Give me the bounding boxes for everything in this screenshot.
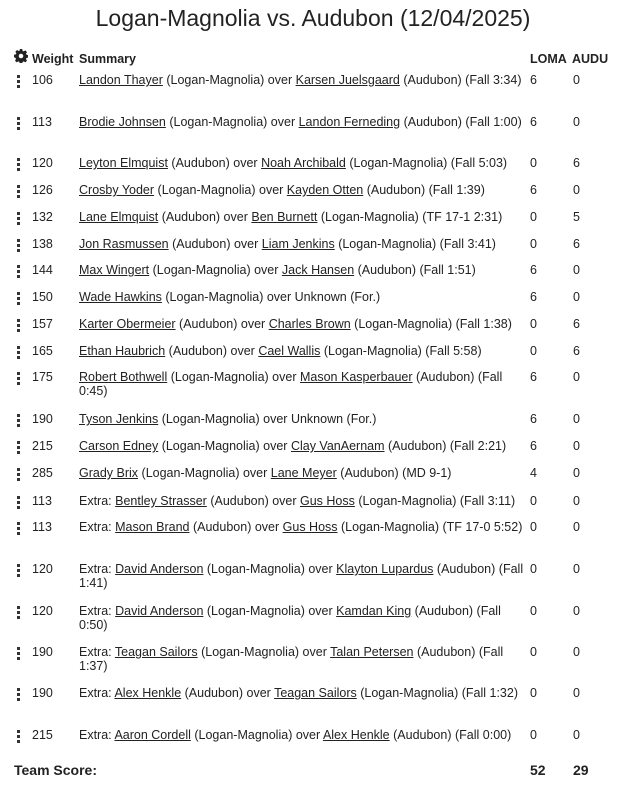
- winner-link[interactable]: Wade Hawkins: [79, 290, 162, 304]
- weight-class: 138: [32, 237, 53, 251]
- match-result: For.: [350, 412, 373, 426]
- column-team-b: AUDU: [572, 52, 609, 66]
- winner-team: Logan-Magnolia: [145, 466, 236, 480]
- winner-link[interactable]: Ethan Haubrich: [79, 344, 166, 358]
- table-row: [0, 72, 626, 114]
- loser-team: Logan-Magnolia: [342, 237, 433, 251]
- weight-class: 120: [32, 604, 53, 618]
- match-result: Fall 5:03: [454, 156, 503, 170]
- match-summary: Crosby Yoder (Logan-Magnolia) over Kayden Otten (Audubon) (Fall 1:39): [79, 183, 485, 197]
- kebab-menu-icon[interactable]: [16, 265, 22, 278]
- kebab-menu-icon[interactable]: [16, 522, 22, 535]
- points-audu: 0: [573, 183, 580, 197]
- winner-link[interactable]: David Anderson: [115, 562, 204, 576]
- winner-link[interactable]: Bentley Strasser: [115, 494, 207, 508]
- kebab-menu-icon[interactable]: [16, 606, 22, 619]
- kebab-menu-icon[interactable]: [16, 346, 22, 359]
- winner-link[interactable]: Lane Elmquist: [79, 210, 159, 224]
- weight-class: 144: [32, 263, 53, 277]
- winner-link[interactable]: Crosby Yoder: [79, 183, 155, 197]
- loser-link[interactable]: Kayden Otten: [286, 183, 364, 197]
- kebab-menu-icon[interactable]: [16, 647, 22, 660]
- match-result: Fall 3:41: [443, 237, 492, 251]
- loser-team: Audubon: [397, 728, 448, 742]
- winner-team: Audubon: [175, 156, 226, 170]
- kebab-menu-icon[interactable]: [16, 117, 22, 130]
- match-result: Fall 5:58: [429, 344, 478, 358]
- points-loma: 4: [530, 466, 537, 480]
- loser-link[interactable]: Karsen Juelsgaard: [295, 73, 400, 87]
- points-audu: 0: [573, 604, 580, 618]
- table-row: [0, 289, 626, 316]
- match-result: Fall 3:11: [464, 494, 512, 508]
- match-summary: Leyton Elmquist (Audubon) over Noah Archibald (Logan-Magnolia) (Fall 5:03): [79, 156, 508, 170]
- points-audu: 0: [573, 562, 580, 576]
- winner-link[interactable]: Jon Rasmussen: [79, 237, 169, 251]
- table-row: [0, 209, 626, 236]
- team-score-audu: 29: [573, 762, 589, 778]
- extra-prefix: Extra:: [79, 520, 112, 534]
- winner-team: Logan-Magnolia: [156, 263, 247, 277]
- kebab-menu-icon[interactable]: [16, 441, 22, 454]
- kebab-menu-icon[interactable]: [16, 319, 22, 332]
- points-audu: 0: [573, 728, 580, 742]
- match-summary: Jon Rasmussen (Audubon) over Liam Jenkins (Logan-Magnolia) (Fall 3:41): [79, 237, 496, 251]
- loser-link[interactable]: Alex Henkle: [322, 728, 390, 742]
- loser-team: Audubon: [441, 562, 492, 576]
- table-row: [0, 519, 626, 561]
- winner-link[interactable]: Grady Brix: [79, 466, 139, 480]
- kebab-menu-icon[interactable]: [16, 688, 22, 701]
- points-loma: 6: [530, 412, 537, 426]
- points-loma: 6: [530, 183, 537, 197]
- loser-link[interactable]: Kamdan King: [336, 604, 412, 618]
- extra-prefix: Extra:: [79, 645, 112, 659]
- kebab-menu-icon[interactable]: [16, 292, 22, 305]
- extra-prefix: Extra:: [79, 562, 112, 576]
- winner-link[interactable]: Karter Obermeier: [79, 317, 176, 331]
- winner-team: Logan-Magnolia: [161, 183, 252, 197]
- kebab-menu-icon[interactable]: [16, 75, 22, 88]
- winner-team: Logan-Magnolia: [211, 604, 301, 618]
- team-score-label: Team Score:: [14, 762, 97, 778]
- weight-class: 150: [32, 290, 53, 304]
- match-summary: Carson Edney (Logan-Magnolia) over Clay VanAernam (Audubon) (Fall 2:21): [79, 439, 507, 453]
- points-loma: 0: [530, 686, 537, 700]
- points-audu: 0: [573, 370, 580, 384]
- weight-class: 106: [32, 73, 53, 87]
- loser-team: Logan-Magnolia: [328, 344, 418, 358]
- winner-team: Logan-Magnolia: [169, 290, 260, 304]
- kebab-menu-icon[interactable]: [16, 468, 22, 481]
- loser-link[interactable]: Lane Meyer: [270, 466, 337, 480]
- winner-team: Audubon: [197, 520, 248, 534]
- points-loma: 0: [530, 494, 537, 508]
- winner-team: Audubon: [172, 344, 223, 358]
- weight-class: 113: [32, 115, 52, 129]
- points-audu: 0: [573, 466, 580, 480]
- points-loma: 6: [530, 439, 537, 453]
- winner-link[interactable]: Brodie Johnsen: [79, 115, 166, 129]
- weight-class: 190: [32, 686, 53, 700]
- winner-team: Audubon: [165, 210, 216, 224]
- winner-team: Logan-Magnolia: [198, 728, 289, 742]
- kebab-menu-icon[interactable]: [16, 158, 22, 171]
- points-audu: 6: [573, 317, 580, 331]
- winner-team: Logan-Magnolia: [170, 73, 261, 87]
- kebab-menu-icon[interactable]: [16, 372, 22, 385]
- loser-team: Audubon: [344, 466, 395, 480]
- weight-class: 126: [32, 183, 53, 197]
- weight-class: 113: [32, 494, 52, 508]
- match-summary: Ethan Haubrich (Audubon) over Cael Wallis (Logan-Magnolia) (Fall 5:58): [79, 344, 482, 358]
- winner-team: Logan-Magnolia: [165, 439, 256, 453]
- winner-link[interactable]: Leyton Elmquist: [79, 156, 168, 170]
- table-row: [0, 727, 626, 758]
- table-row: [0, 493, 626, 519]
- points-audu: 0: [573, 73, 580, 87]
- loser-team: Logan-Magnolia: [362, 494, 453, 508]
- winner-link[interactable]: Max Wingert: [79, 263, 150, 277]
- table-row: [0, 316, 626, 343]
- points-loma: 0: [530, 520, 537, 534]
- winner-link[interactable]: Robert Bothwell: [79, 370, 168, 384]
- loser-link[interactable]: Gus Hoss: [282, 520, 338, 534]
- winner-link[interactable]: Aaron Cordell: [114, 728, 191, 742]
- table-row: [0, 236, 626, 262]
- loser-link[interactable]: Ben Burnett: [251, 210, 318, 224]
- points-loma: 0: [530, 728, 537, 742]
- column-summary: Summary: [79, 52, 136, 66]
- winner-team: Logan-Magnolia: [205, 645, 295, 659]
- match-result: MD 9-1: [406, 466, 448, 480]
- points-audu: 0: [573, 494, 580, 508]
- winner-link[interactable]: Mason Brand: [115, 520, 190, 534]
- table-row: [0, 411, 626, 438]
- winner-team: Logan-Magnolia: [165, 412, 256, 426]
- extra-prefix: Extra:: [79, 604, 112, 618]
- match-summary: Lane Elmquist (Audubon) over Ben Burnett (Logan-Magnolia) (TF 17-1 2:31): [79, 210, 503, 224]
- table-row: [0, 685, 626, 727]
- winner-link[interactable]: Alex Henkle: [114, 686, 182, 700]
- extra-prefix: Extra:: [79, 728, 112, 742]
- points-loma: 0: [530, 604, 537, 618]
- weight-class: 120: [32, 156, 53, 170]
- table-row: [0, 182, 626, 209]
- match-summary: Brodie Johnsen (Logan-Magnolia) over Landon Ferneding (Audubon) (Fall 1:00): [79, 115, 522, 129]
- points-audu: 0: [573, 645, 580, 659]
- match-summary: Extra: Teagan Sailors (Logan-Magnolia) over Talan Petersen (Audubon) (Fall 1:37): [79, 645, 504, 673]
- points-loma: 0: [530, 156, 537, 170]
- loser-link[interactable]: Mason Kasperbauer: [299, 370, 413, 384]
- table-row: [0, 438, 626, 465]
- match-result: Fall 1:51: [423, 263, 472, 277]
- table-row: [0, 155, 626, 182]
- match-summary: Extra: Mason Brand (Audubon) over Gus Hoss (Logan-Magnolia) (TF 17-0 5:52): [79, 520, 523, 534]
- points-loma: 0: [530, 344, 537, 358]
- weight-class: 215: [32, 439, 53, 453]
- match-summary: Robert Bothwell (Logan-Magnolia) over Mason Kasperbauer (Audubon) (Fall 0:45): [79, 370, 503, 398]
- column-team-a: LOMA: [530, 52, 567, 66]
- weight-class: 132: [32, 210, 53, 224]
- table-row: [0, 465, 626, 493]
- match-summary: Extra: David Anderson (Logan-Magnolia) over Klayton Lupardus (Audubon) (Fall 1:41): [79, 562, 524, 590]
- match-result: Fall 1:37: [79, 645, 504, 673]
- match-summary: Tyson Jenkins (Logan-Magnolia) over Unknown (For.): [79, 412, 377, 426]
- weight-class: 165: [32, 344, 53, 358]
- winner-link[interactable]: Tyson Jenkins: [79, 412, 159, 426]
- loser-team: Logan-Magnolia: [325, 210, 415, 224]
- table-row: [0, 603, 626, 644]
- match-result: Fall 0:00: [459, 728, 508, 742]
- match-summary: Extra: Alex Henkle (Audubon) over Teagan Sailors (Logan-Magnolia) (Fall 1:32): [79, 686, 518, 700]
- weight-class: 113: [32, 520, 52, 534]
- points-loma: 0: [530, 210, 537, 224]
- winner-link[interactable]: Teagan Sailors: [114, 645, 198, 659]
- match-result: Fall 1:32: [465, 686, 514, 700]
- weight-class: 157: [32, 317, 53, 331]
- loser-team: Audubon: [370, 183, 421, 197]
- match-summary: Karter Obermeier (Audubon) over Charles Brown (Logan-Magnolia) (Fall 1:38): [79, 317, 512, 331]
- gear-icon[interactable]: [14, 49, 28, 63]
- loser-team: Audubon: [421, 645, 472, 659]
- loser-team: Audubon: [407, 115, 458, 129]
- weight-class: 285: [32, 466, 53, 480]
- points-loma: 6: [530, 115, 537, 129]
- match-result: Fall 0:45: [79, 370, 503, 398]
- points-loma: 6: [530, 370, 537, 384]
- winner-link[interactable]: Landon Thayer: [79, 73, 163, 87]
- points-audu: 0: [573, 290, 580, 304]
- table-row: [0, 262, 626, 289]
- winner-team: Audubon: [176, 237, 227, 251]
- loser-team: Audubon: [420, 370, 471, 384]
- points-audu: 5: [573, 210, 580, 224]
- match-result: Fall 1:41: [79, 562, 524, 590]
- winner-team: Logan-Magnolia: [174, 370, 265, 384]
- points-loma: 0: [530, 237, 537, 251]
- loser-unknown: Unknown: [294, 290, 347, 304]
- match-summary: Max Wingert (Logan-Magnolia) over Jack Hansen (Audubon) (Fall 1:51): [79, 263, 476, 277]
- loser-link[interactable]: Talan Petersen: [330, 645, 414, 659]
- loser-unknown: Unknown: [290, 412, 344, 426]
- table-row: [0, 644, 626, 685]
- table-row: [0, 114, 626, 155]
- weight-class: 215: [32, 728, 53, 742]
- match-summary: Extra: Aaron Cordell (Logan-Magnolia) over Alex Henkle (Audubon) (Fall 0:00): [79, 728, 512, 742]
- match-summary: Wade Hawkins (Logan-Magnolia) over Unknown (For.): [79, 290, 381, 304]
- points-audu: 0: [573, 412, 580, 426]
- points-loma: 6: [530, 290, 537, 304]
- weight-class: 120: [32, 562, 53, 576]
- points-audu: 6: [573, 156, 580, 170]
- loser-link[interactable]: Cael Wallis: [258, 344, 321, 358]
- kebab-menu-icon[interactable]: [16, 414, 22, 427]
- winner-team: Logan-Magnolia: [173, 115, 264, 129]
- loser-link[interactable]: Noah Archibald: [261, 156, 346, 170]
- winner-team: Audubon: [214, 494, 265, 508]
- match-result: Fall 1:00: [469, 115, 518, 129]
- winner-team: Audubon: [183, 317, 234, 331]
- loser-team: Audubon: [407, 73, 458, 87]
- loser-team: Audubon: [361, 263, 412, 277]
- match-summary: Extra: David Anderson (Logan-Magnolia) over Kamdan King (Audubon) (Fall 0:50): [79, 604, 501, 632]
- table-header: [0, 42, 626, 72]
- match-result: Fall 1:38: [459, 317, 508, 331]
- points-audu: 0: [573, 520, 580, 534]
- team-score-loma: 52: [530, 762, 546, 778]
- kebab-menu-icon[interactable]: [16, 185, 22, 198]
- loser-link[interactable]: Liam Jenkins: [261, 237, 335, 251]
- column-weight[interactable]: Weight: [32, 52, 74, 66]
- points-audu: 0: [573, 439, 580, 453]
- match-result: For.: [354, 290, 376, 304]
- match-result: TF 17-0 5:52: [446, 520, 519, 534]
- points-audu: 6: [573, 344, 580, 358]
- kebab-menu-icon[interactable]: [16, 496, 22, 509]
- loser-team: Logan-Magnolia: [353, 156, 444, 170]
- loser-team: Logan-Magnolia: [364, 686, 455, 700]
- page-title: Logan-Magnolia vs. Audubon (12/04/2025): [95, 5, 531, 31]
- kebab-menu-icon[interactable]: [16, 239, 22, 252]
- match-result: Fall 3:34: [469, 73, 518, 87]
- extra-prefix: Extra:: [79, 686, 112, 700]
- team-score-row: [0, 758, 626, 788]
- match-summary: Landon Thayer (Logan-Magnolia) over Karsen Juelsgaard (Audubon) (Fall 3:34): [79, 73, 522, 87]
- match-summary: Grady Brix (Logan-Magnolia) over Lane Meyer (Audubon) (MD 9-1): [79, 466, 452, 480]
- winner-link[interactable]: David Anderson: [115, 604, 204, 618]
- loser-team: Logan-Magnolia: [345, 520, 435, 534]
- points-loma: 0: [530, 562, 537, 576]
- loser-team: Logan-Magnolia: [358, 317, 448, 331]
- table-row: [0, 343, 626, 369]
- points-audu: 0: [573, 686, 580, 700]
- points-loma: 6: [530, 263, 537, 277]
- loser-link[interactable]: Jack Hansen: [281, 263, 355, 277]
- match-result: Fall 0:50: [79, 604, 501, 632]
- kebab-menu-icon[interactable]: [16, 564, 22, 577]
- loser-link[interactable]: Teagan Sailors: [274, 686, 357, 700]
- table-row: [0, 369, 626, 411]
- loser-link[interactable]: Clay VanAernam: [290, 439, 385, 453]
- match-result: Fall 1:39: [432, 183, 481, 197]
- winner-link[interactable]: Carson Edney: [79, 439, 159, 453]
- points-audu: 0: [573, 263, 580, 277]
- kebab-menu-icon[interactable]: [16, 730, 22, 743]
- weight-class: 190: [32, 412, 53, 426]
- loser-link[interactable]: Gus Hoss: [300, 494, 355, 508]
- loser-link[interactable]: Landon Ferneding: [298, 115, 401, 129]
- loser-team: Audubon: [418, 604, 469, 618]
- match-list: [0, 72, 626, 758]
- match-result: Fall 2:21: [454, 439, 502, 453]
- points-loma: 6: [530, 73, 537, 87]
- winner-team: Logan-Magnolia: [211, 562, 301, 576]
- table-row: [0, 561, 626, 603]
- extra-prefix: Extra:: [79, 494, 112, 508]
- weight-class: 175: [32, 370, 53, 384]
- match-result: TF 17-1 2:31: [426, 210, 499, 224]
- weight-class: 190: [32, 645, 53, 659]
- loser-team: Audubon: [392, 439, 443, 453]
- loser-link[interactable]: Charles Brown: [268, 317, 351, 331]
- points-audu: 6: [573, 237, 580, 251]
- winner-team: Audubon: [188, 686, 239, 700]
- points-loma: 0: [530, 317, 537, 331]
- loser-link[interactable]: Klayton Lupardus: [336, 562, 434, 576]
- points-loma: 0: [530, 645, 537, 659]
- points-audu: 0: [573, 115, 580, 129]
- kebab-menu-icon[interactable]: [16, 212, 22, 225]
- match-summary: Extra: Bentley Strasser (Audubon) over Gus Hoss (Logan-Magnolia) (Fall 3:11): [79, 494, 516, 508]
